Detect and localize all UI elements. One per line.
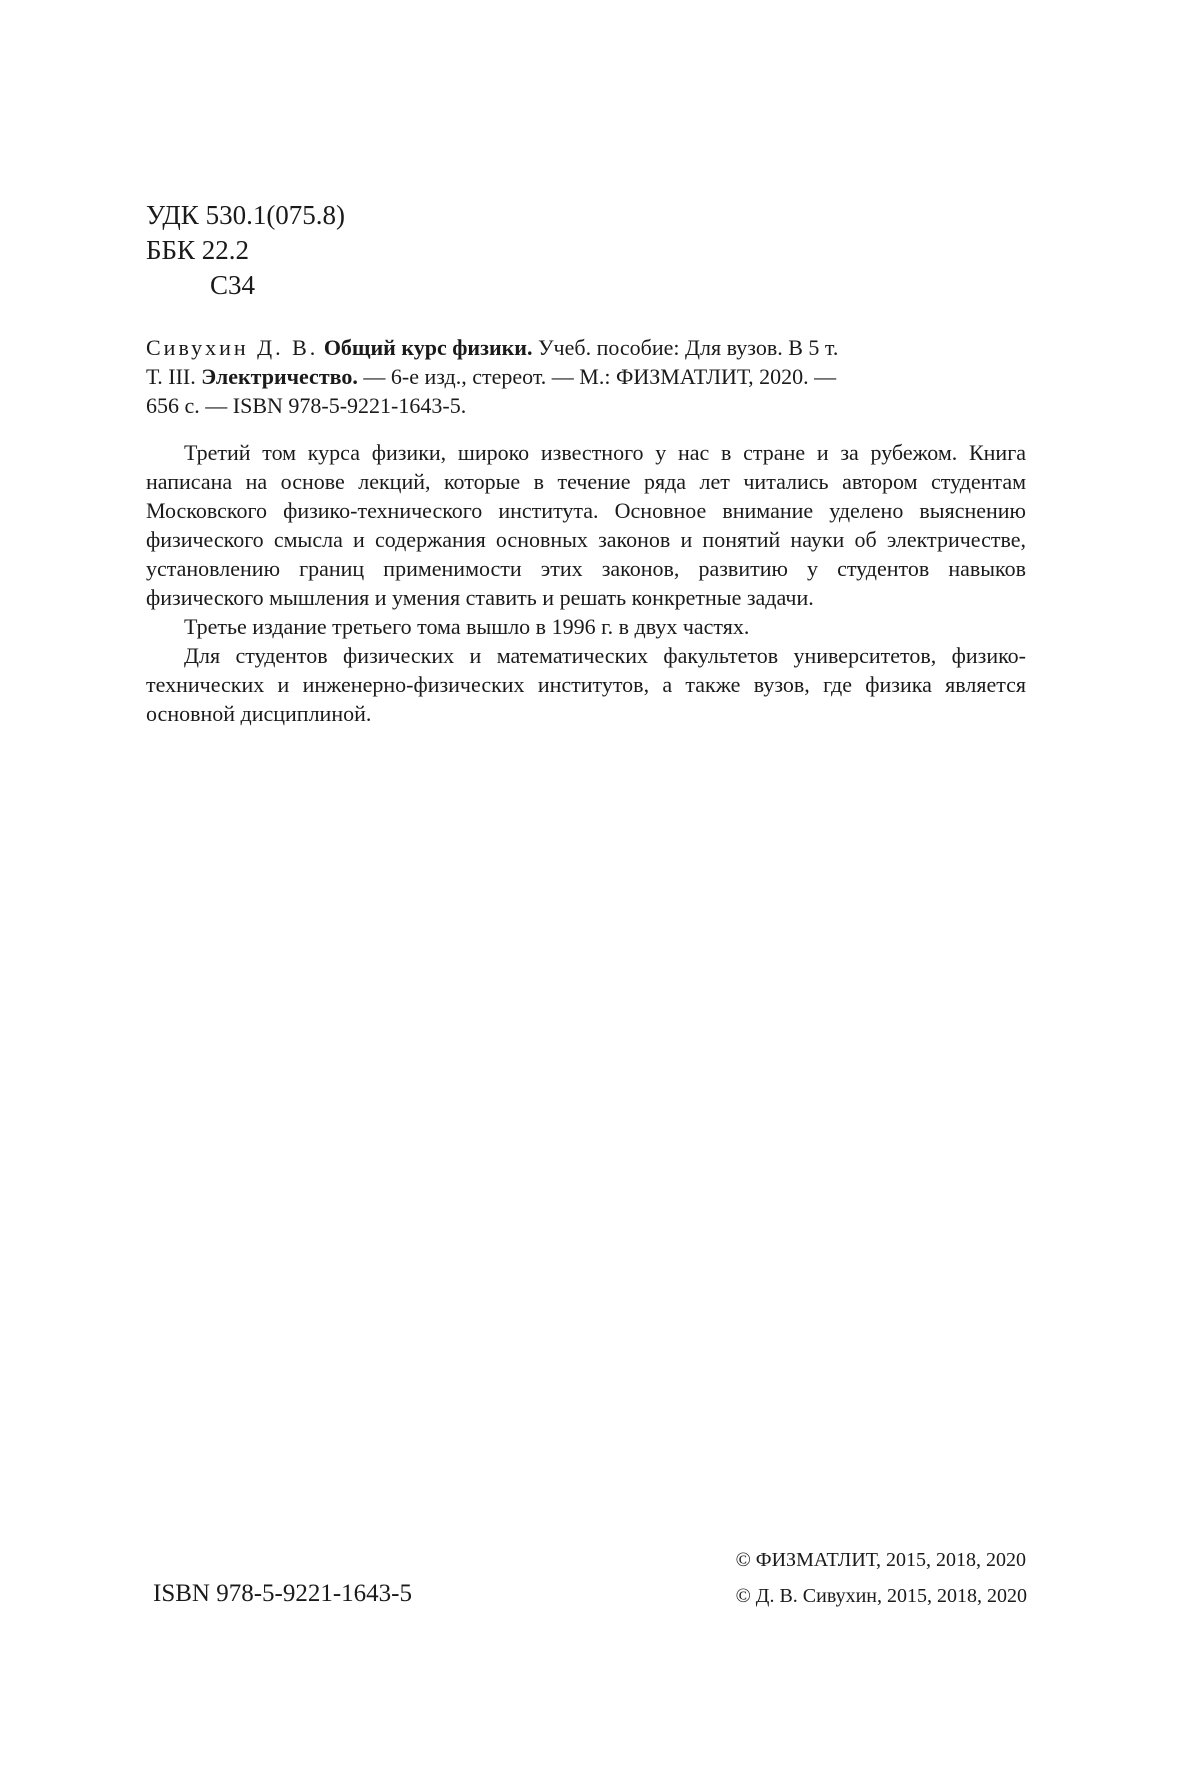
copyright-publisher: © ФИЗМАТЛИТ, 2015, 2018, 2020	[735, 1549, 1026, 1571]
isbn-footer: ISBN 978-5-9221-1643-5	[153, 1580, 413, 1607]
copyright-author: © Д. В. Сивухин, 2015, 2018, 2020	[735, 1585, 1027, 1607]
biblio-line1-rest: Учеб. пособие: Для вузов. В 5 т.	[537, 335, 839, 360]
bbk-code: ББК 22.2	[146, 235, 250, 265]
copyright-block	[736, 1542, 1027, 1614]
classification-codes	[146, 198, 345, 303]
annotation-paragraph: Третий том курса физики, широко известного у нас в стране и за рубежом. Книга написана на основе лекций, которые в течение ряда лет читались автором студентам Московского физико-технического института. Основное внимание уделено выяснению физического смысла и содержания основных законов и понятий науки об электричестве, установлению границ применимости этих законов, развитию у студентов навыков физического мышления и умения ставить и решать конкретные задачи.	[146, 440, 1026, 610]
biblio-author: Сивухин Д. В.	[146, 335, 319, 360]
annotation-paragraph: Для студентов физических и математических факультетов университетов, физико-технических и инженерно-физических институтов, а также вузов, где физика является основной дисциплиной.	[146, 643, 1026, 726]
biblio-subtitle: Электричество.	[201, 364, 358, 389]
biblio-line-2	[146, 362, 1026, 391]
udk-code: УДК 530.1(075.8)	[146, 200, 346, 230]
biblio-line-1	[146, 333, 1026, 362]
biblio-line-3: 656 с. — ISBN 978-5-9221-1643-5.	[146, 393, 467, 418]
annotation	[146, 438, 1026, 728]
bibliographic-record	[146, 333, 1026, 420]
biblio-line2-rest: — 6-е изд., стереот. — М.: ФИЗМАТЛИТ, 2020. —	[363, 364, 837, 389]
biblio-volume: Т. III.	[146, 364, 196, 389]
author-mark: С34	[210, 270, 256, 300]
annotation-paragraph: Третье издание третьего тома вышло в 1996 г. в двух частях.	[184, 614, 750, 639]
biblio-title: Общий курс физики.	[323, 335, 533, 360]
